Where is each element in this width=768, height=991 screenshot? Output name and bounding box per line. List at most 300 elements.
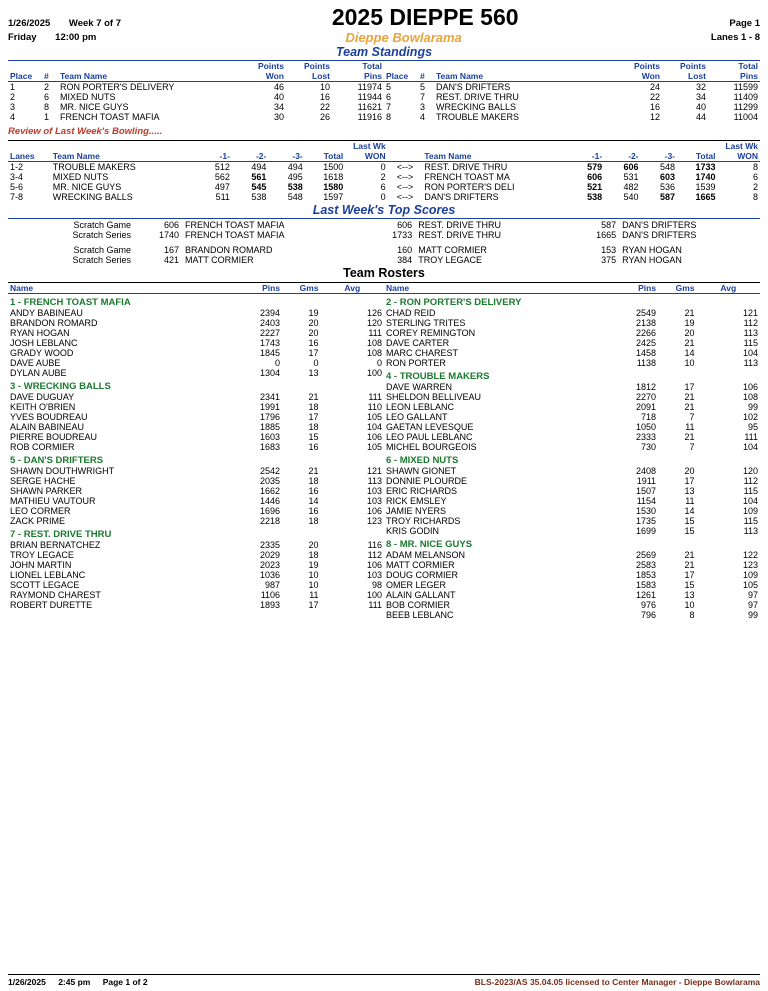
cell-place: 7 (386, 102, 392, 112)
player-name: LEO GALLANT (386, 412, 448, 422)
table-row (8, 192, 760, 202)
cell-game3: 603 (659, 172, 675, 182)
top-scores-title: Last Week's Top Scores (312, 203, 456, 217)
cell-team-number: 5 (420, 82, 426, 92)
list-item (8, 486, 384, 496)
cell-game2: 531 (623, 172, 639, 182)
player-games: 21 (684, 338, 695, 348)
player-pins: 2403 (260, 318, 281, 328)
list-item (8, 442, 384, 452)
cell-game1: 538 (587, 192, 603, 202)
col-team-name: Team Name (51, 151, 196, 162)
player-average: 108 (366, 338, 382, 348)
cell-score-2: 160 (397, 245, 413, 255)
player-name: ROB CORMIER (10, 442, 75, 452)
player-pins: 1845 (260, 348, 281, 358)
player-pins: 1743 (260, 338, 281, 348)
col-game-1: -1- (196, 151, 232, 162)
page-title: 2025 DIEPPE 560 (331, 4, 519, 30)
roster-column-left (8, 283, 384, 620)
cell-team-name: MIXED NUTS (60, 92, 116, 102)
cell-game3: 494 (287, 162, 303, 172)
cell-game1: 521 (587, 182, 603, 192)
list-item (384, 422, 760, 432)
player-pins: 2542 (260, 466, 281, 476)
list-item (384, 348, 760, 358)
cell-points-lost: 40 (695, 102, 706, 112)
list-item (384, 308, 760, 318)
player-pins: 1735 (636, 516, 657, 526)
player-name: RON PORTER (386, 358, 446, 368)
player-name: BRIAN BERNATCHEZ (10, 540, 101, 550)
player-average: 120 (366, 318, 382, 328)
list-item (384, 476, 760, 486)
player-name: TROY RICHARDS (386, 516, 461, 526)
player-name: CHAD REID (386, 308, 436, 318)
table-row (8, 92, 384, 102)
player-name: DYLAN AUBE (10, 368, 67, 378)
cell-team-number: 3 (420, 102, 426, 112)
cell-game2: 482 (623, 182, 639, 192)
player-average: 99 (747, 402, 758, 412)
col-name: Name (8, 283, 223, 294)
header-day-time (8, 32, 96, 43)
player-average: 121 (366, 466, 382, 476)
player-average: 122 (742, 550, 758, 560)
player-average: 112 (367, 550, 382, 560)
player-games: 11 (685, 422, 695, 432)
standings-table-left (8, 61, 384, 122)
cell-points-won: 12 (649, 112, 660, 122)
cell-team-name: TROUBLE MAKERS (436, 112, 520, 122)
player-pins: 1796 (260, 412, 281, 422)
player-pins: 730 (641, 442, 657, 452)
player-average: 106 (366, 506, 382, 516)
cell-total: 1733 (695, 162, 716, 172)
col-gms: Gms (658, 283, 697, 294)
roster-team-name: 2 - RON PORTER'S DELIVERY (386, 297, 522, 308)
player-pins: 1050 (636, 422, 657, 432)
col-total: Total (305, 151, 346, 162)
table-row (8, 162, 760, 173)
player-name: COREY REMINGTON (386, 328, 476, 338)
player-games: 13 (308, 368, 319, 378)
list-item (8, 402, 384, 412)
player-pins: 2023 (260, 560, 281, 570)
cell-score-1: 606 (163, 220, 179, 230)
player-pins: 2227 (260, 328, 281, 338)
col-pins: Pins (599, 283, 658, 294)
cell-team-number: 1 (44, 112, 50, 122)
player-average: 103 (366, 486, 382, 496)
player-name: ALAIN GALLANT (386, 590, 456, 600)
player-games: 18 (308, 550, 319, 560)
header-day: Friday (8, 32, 37, 43)
list-item (384, 432, 760, 442)
list-item (8, 392, 384, 402)
col-total-pins-1: Total (362, 61, 382, 71)
player-name: JOHN MARTIN (10, 560, 72, 570)
table-row (384, 112, 760, 122)
player-average: 115 (743, 516, 758, 526)
review-table (8, 141, 760, 202)
player-games: 15 (684, 580, 695, 590)
player-name: JAMIE NYERS (386, 506, 447, 516)
player-name: MICHEL BOURGEOIS (386, 442, 477, 452)
cell-points-won: 16 (649, 102, 660, 112)
col-points-lost-1: Points (680, 61, 706, 71)
player-games: 15 (684, 526, 695, 536)
player-average: 109 (742, 506, 758, 516)
player-pins: 2138 (636, 318, 657, 328)
player-pins: 1507 (636, 486, 657, 496)
cell-points-won: 30 (273, 112, 284, 122)
header-lanes: Lanes 1 - 8 (710, 32, 760, 43)
list-item (384, 516, 760, 526)
player-pins: 2549 (636, 308, 657, 318)
cell-game2: 606 (623, 162, 639, 172)
player-average: 97 (747, 590, 758, 600)
list-item (8, 540, 384, 550)
list-item (8, 308, 384, 318)
player-games: 20 (684, 328, 695, 338)
col-team-name: Team Name (58, 71, 240, 82)
player-average: 103 (366, 496, 382, 506)
col-game-3: -3- (641, 151, 677, 162)
cell-team-number: 4 (420, 112, 426, 122)
cell-total-pins: 11944 (357, 92, 382, 102)
cell-score-1: 421 (163, 255, 179, 265)
player-pins: 2583 (636, 560, 657, 570)
player-name: STERLING TRITES (386, 318, 466, 328)
player-games: 13 (684, 486, 695, 496)
roster-team-name: 1 - FRENCH TOAST MAFIA (10, 297, 131, 308)
cell-points-lost: 16 (319, 92, 330, 102)
player-pins: 1154 (636, 496, 657, 506)
col-team-number: # (42, 71, 58, 82)
player-average: 103 (366, 570, 382, 580)
player-average: 109 (742, 570, 758, 580)
player-average: 111 (368, 328, 382, 338)
player-name: ANDY BABINEAU (10, 308, 83, 318)
cell-won: 2 (752, 182, 758, 192)
list-item (8, 338, 384, 348)
cell-name-3: RYAN HOGAN (622, 245, 682, 255)
player-pins: 1812 (636, 382, 657, 392)
cell-total-pins: 11974 (357, 82, 382, 92)
cell-team-name: FRENCH TOAST MAFIA (60, 112, 160, 122)
col-avg: Avg (697, 283, 760, 294)
cell-away-team: FRENCH TOAST MA (424, 172, 510, 182)
rosters-title: Team Rosters (343, 266, 425, 280)
player-games: 13 (684, 590, 695, 600)
cell-home-team: MIXED NUTS (52, 172, 109, 182)
cell-game1: 512 (214, 162, 230, 172)
standings-table-right (384, 61, 760, 122)
player-pins: 2333 (636, 432, 657, 442)
versus-marker: <--> (396, 172, 414, 182)
cell-away-team: REST. DRIVE THRU (424, 162, 508, 172)
player-games: 16 (308, 442, 319, 452)
cell-name-2: REST. DRIVE THRU (418, 220, 502, 230)
player-name: SHAWN GIONET (386, 466, 457, 476)
col-place: Place (8, 71, 42, 82)
cell-total: 1740 (695, 172, 716, 182)
player-pins: 2029 (260, 550, 281, 560)
player-games: 10 (308, 570, 319, 580)
col-points-lost-2: Lost (662, 71, 708, 82)
player-games: 16 (308, 506, 319, 516)
player-games: 14 (308, 496, 319, 506)
player-average: 100 (366, 590, 382, 600)
player-name: LEO CORMER (10, 506, 71, 516)
list-item (8, 348, 384, 358)
player-pins: 976 (641, 600, 657, 610)
player-pins: 2270 (636, 392, 657, 402)
cell-score-2: 384 (397, 255, 413, 265)
cell-won: 0 (380, 162, 386, 172)
list-item (8, 516, 384, 526)
table-row (384, 102, 760, 112)
page-subheader (0, 29, 768, 44)
player-games: 17 (308, 600, 319, 610)
list-item (8, 432, 384, 442)
cell-points-won: 22 (649, 92, 660, 102)
cell-lanes: 3-4 (10, 172, 24, 182)
player-name: ZACK PRIME (10, 516, 66, 526)
cell-name-2: MATT CORMIER (418, 245, 487, 255)
team-rosters (0, 283, 768, 620)
cell-total: 1500 (323, 162, 344, 172)
player-games: 17 (684, 570, 695, 580)
versus-marker: <--> (396, 182, 414, 192)
player-average: 113 (743, 328, 758, 338)
list-item (8, 466, 384, 476)
table-row (8, 220, 760, 230)
cell-points-won: 40 (273, 92, 284, 102)
player-average: 115 (743, 338, 758, 348)
cell-place: 5 (386, 82, 392, 92)
cell-won: 6 (752, 172, 758, 182)
cell-score-label: Scratch Series (72, 255, 131, 265)
cell-total: 1580 (323, 182, 344, 192)
player-average: 112 (743, 318, 758, 328)
cell-total: 1597 (323, 192, 344, 202)
roster-team-header (384, 294, 760, 309)
player-games: 16 (308, 486, 319, 496)
list-item (384, 580, 760, 590)
cell-points-won: 34 (273, 102, 284, 112)
player-average: 123 (366, 516, 382, 526)
cell-total-pins: 11621 (357, 102, 382, 112)
player-games: 17 (308, 348, 319, 358)
roster-team-name: 6 - MIXED NUTS (386, 455, 459, 466)
player-pins: 2341 (260, 392, 281, 402)
list-item (8, 600, 384, 610)
cell-team-number: 6 (44, 92, 50, 102)
player-name: GAETAN LEVESQUE (386, 422, 474, 432)
player-pins: 987 (265, 580, 281, 590)
header-date: 1/26/2025 (8, 18, 51, 29)
list-item (384, 526, 760, 536)
player-name: ALAIN BABINEAU (10, 422, 85, 432)
cell-game2: 561 (251, 172, 267, 182)
player-pins: 1885 (260, 422, 281, 432)
player-name: KRIS GODIN (386, 526, 440, 536)
player-average: 111 (368, 600, 382, 610)
standings-title: Team Standings (335, 45, 433, 59)
cell-game2: 545 (251, 182, 267, 192)
cell-score-3: 375 (601, 255, 617, 265)
footer-date: 1/26/2025 (8, 977, 46, 987)
player-pins: 1911 (636, 476, 657, 486)
player-games: 19 (308, 560, 319, 570)
player-name: OMER LEGER (386, 580, 447, 590)
player-name: BRANDON ROMARD (10, 318, 98, 328)
player-name: MARC CHAREST (386, 348, 459, 358)
player-average: 126 (366, 308, 382, 318)
cell-team-name: MR. NICE GUYS (60, 102, 129, 112)
col-game-3: -3- (268, 151, 304, 162)
table-row (8, 82, 384, 93)
player-name: SERGE HACHE (10, 476, 76, 486)
list-item (8, 476, 384, 486)
cell-team-number: 7 (420, 92, 426, 102)
roster-team-name: 3 - WRECKING BALLS (10, 381, 111, 392)
player-games: 18 (308, 402, 319, 412)
cell-name-1: FRENCH TOAST MAFIA (185, 220, 285, 230)
list-item (384, 328, 760, 338)
divider (8, 974, 760, 975)
list-item (384, 318, 760, 328)
player-name: DONNIE PLOURDE (386, 476, 468, 486)
cell-won: 6 (380, 182, 386, 192)
player-games: 20 (308, 540, 319, 550)
col-last-wk-1: Last Wk (725, 141, 758, 151)
list-item (8, 506, 384, 516)
cell-game2: 540 (623, 192, 639, 202)
list-item (384, 550, 760, 560)
cell-game1: 511 (215, 192, 230, 202)
cell-game1: 497 (214, 182, 230, 192)
cell-place: 6 (386, 92, 392, 102)
cell-game3: 536 (659, 182, 675, 192)
player-average: 121 (742, 308, 758, 318)
player-name: RICK EMSLEY (386, 496, 447, 506)
col-place: Place (384, 71, 418, 82)
col-team-name: Team Name (434, 71, 616, 82)
cell-total-pins: 11299 (733, 102, 758, 112)
header-week: Week 7 of 7 (68, 18, 122, 29)
cell-score-2: 606 (397, 220, 413, 230)
list-item (384, 570, 760, 580)
player-games: 8 (689, 610, 695, 620)
cell-score-label: Scratch Game (73, 220, 131, 230)
col-total-pins-1: Total (738, 61, 758, 71)
cell-lanes: 7-8 (10, 192, 24, 202)
cell-lanes: 5-6 (10, 182, 24, 192)
footer-page: Page 1 of 2 (102, 977, 148, 987)
top-scores-table (8, 220, 760, 265)
player-games: 11 (309, 590, 319, 600)
col-game-1: -1- (568, 151, 604, 162)
player-games: 21 (684, 308, 695, 318)
player-pins: 2091 (636, 402, 657, 412)
roster-table-left (8, 283, 384, 610)
col-points-won-2: Won (240, 71, 286, 82)
list-item (8, 580, 384, 590)
list-item (384, 610, 760, 620)
list-item (8, 412, 384, 422)
player-average: 100 (366, 368, 382, 378)
list-item (8, 570, 384, 580)
col-lanes: Lanes (8, 151, 51, 162)
player-average: 116 (367, 540, 382, 550)
player-average: 95 (747, 422, 758, 432)
cell-away-team: RON PORTER'S DELI (424, 182, 515, 192)
cell-place: 3 (10, 102, 16, 112)
header-time: 12:00 pm (55, 32, 97, 43)
player-average: 108 (742, 392, 758, 402)
list-item (8, 422, 384, 432)
player-pins: 1603 (260, 432, 281, 442)
player-average: 106 (742, 382, 758, 392)
player-name: SHELDON BELLIVEAU (386, 392, 482, 402)
player-games: 10 (684, 358, 695, 368)
cell-total: 1539 (695, 182, 716, 192)
cell-team-name: RON PORTER'S DELIVERY (60, 82, 175, 92)
list-item (8, 560, 384, 570)
player-pins: 796 (641, 610, 657, 620)
cell-name-1: BRANDON ROMARD (185, 245, 273, 255)
player-pins: 2408 (636, 466, 657, 476)
player-average: 113 (367, 476, 382, 486)
review-title: Review of Last Week's Bowling..... (8, 126, 163, 137)
player-pins: 1261 (636, 590, 657, 600)
table-row (8, 182, 760, 192)
player-games: 21 (684, 560, 695, 570)
player-pins: 1853 (636, 570, 657, 580)
list-item (384, 338, 760, 348)
player-name: MATHIEU VAUTOUR (10, 496, 96, 506)
footer-time: 2:45 pm (58, 977, 91, 987)
col-total-pins-2: Pins (332, 71, 384, 82)
player-pins: 1036 (260, 570, 281, 580)
player-games: 17 (684, 476, 695, 486)
roster-team-name: 8 - MR. NICE GUYS (386, 539, 473, 550)
player-name: SHAWN DOUTHWRIGHT (10, 466, 115, 476)
cell-home-team: WRECKING BALLS (52, 192, 133, 202)
table-row (8, 245, 760, 255)
player-pins: 1106 (260, 590, 281, 600)
cell-points-lost: 32 (695, 82, 706, 92)
player-pins: 2266 (636, 328, 657, 338)
cell-total: 1665 (695, 192, 716, 202)
table-row (8, 102, 384, 112)
cell-points-won: 24 (649, 82, 660, 92)
cell-name-1: MATT CORMIER (185, 255, 254, 265)
col-name: Name (384, 283, 599, 294)
player-name: BOB CORMIER (386, 600, 451, 610)
header-left (8, 18, 121, 29)
cell-game2: 538 (251, 192, 267, 202)
table-row (8, 230, 760, 240)
player-games: 21 (684, 432, 695, 442)
cell-place: 4 (10, 112, 16, 122)
roster-table-right (384, 283, 760, 620)
list-item (384, 382, 760, 392)
col-last-wk-1: Last Wk (353, 141, 386, 151)
